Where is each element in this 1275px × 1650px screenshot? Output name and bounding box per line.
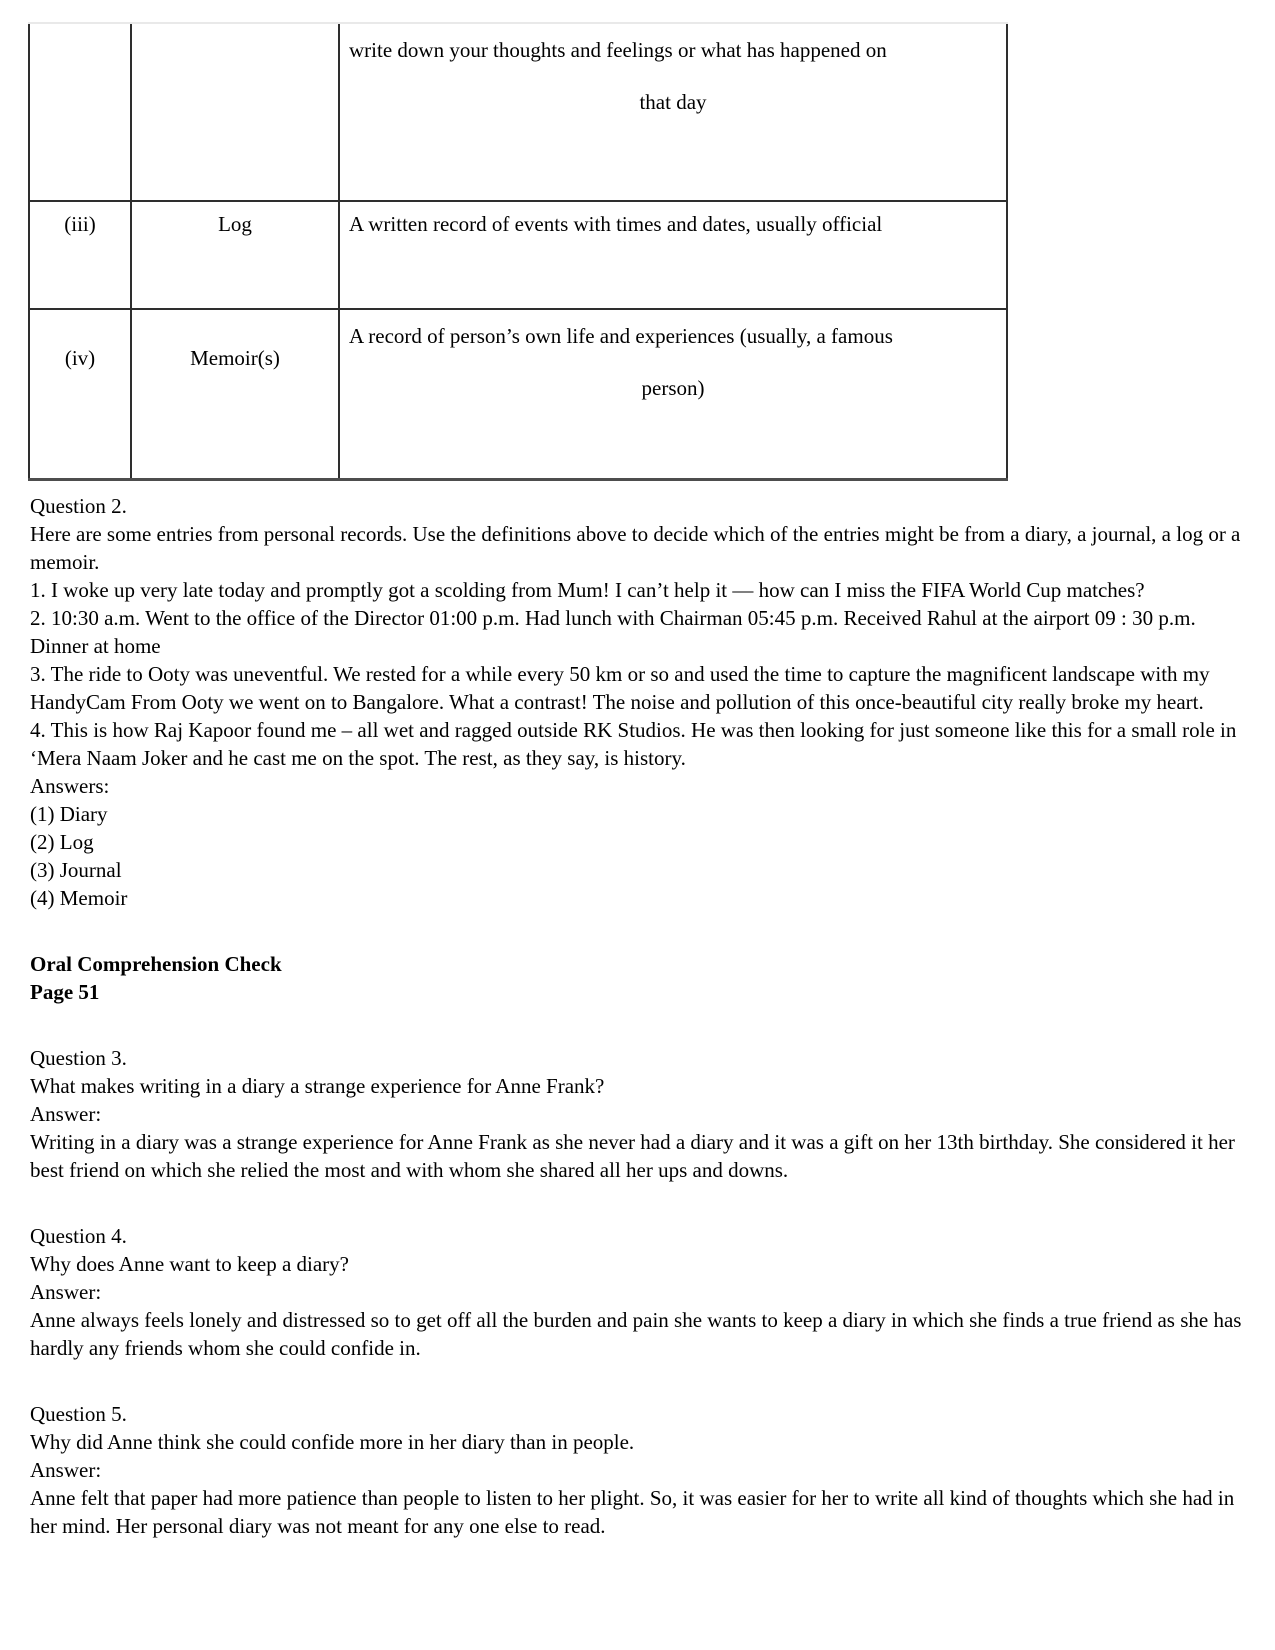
page-ref: Page 51 (30, 980, 100, 1004)
definitions-table (28, 22, 1008, 481)
answer-line: (3) Journal (30, 858, 122, 882)
definition-line: A record of person’s own life and experiences (usually, a famous (349, 324, 893, 348)
table-row-memoir (28, 308, 1008, 478)
table-row-log (28, 200, 1008, 308)
question2-section (30, 492, 1256, 912)
answer-label: Answer: (30, 1102, 102, 1126)
answer-line: (2) Log (30, 830, 94, 854)
cell-term: Memoir(s) (130, 310, 338, 478)
question-text: Why did Anne think she could confide more in her diary than in people. (30, 1430, 635, 1454)
cell-index (28, 24, 130, 200)
entry-line: 2. 10:30 a.m. Went to the office of the Director 01:00 p.m. Had lunch with Chairman 05:45 p.m. Received Rahul at the airport 09 : 30 p.m. Dinner at home (30, 606, 1196, 658)
definition-line: write down your thoughts and feelings or what has happened on (349, 38, 887, 62)
question-title: Question 3. (30, 1046, 127, 1070)
answers-label: Answers: (30, 774, 110, 798)
entry-line: 4. This is how Raj Kapoor found me – all wet and ragged outside RK Studios. He was then looking for just someone like this for a small role in ‘Mera Naam Joker and he cast me on the spot. The rest, as they say, is history. (30, 718, 1237, 770)
question-text: What makes writing in a diary a strange experience for Anne Frank? (30, 1074, 605, 1098)
answer-line: (4) Memoir (30, 886, 128, 910)
cell-index: (iv) (28, 310, 130, 478)
definition-line: that day (639, 90, 707, 114)
question5-block (30, 1400, 1256, 1540)
section-heading: Oral Comprehension Check (30, 952, 282, 976)
cell-term: Log (130, 202, 338, 308)
section-heading-block (30, 950, 1256, 1006)
cell-definition (338, 24, 1008, 200)
question-title: Question 2. (30, 494, 127, 518)
cell-definition (338, 202, 1008, 308)
answer-text: Writing in a diary was a strange experience for Anne Frank as she never had a diary and it was a gift on her 13th birthday. She considered it her best friend on which she relied the most and with whom she shared all her ups and downs. (30, 1130, 1235, 1182)
document-body (30, 492, 1256, 1540)
entry-line: 3. The ride to Ooty was uneventful. We rested for a while every 50 km or so and used the time to capture the magnificent landscape with my HandyCam From Ooty we went on to Bangalore. What a contrast! The noise and pollution of this once-beautiful city really broke my heart. (30, 662, 1210, 714)
question4-block (30, 1222, 1256, 1362)
definition-line: A written record of events with times and dates, usually official (349, 212, 883, 236)
answer-text: Anne felt that paper had more patience than people to listen to her plight. So, it was easier for her to write all kind of thoughts which she had in her mind. Her personal diary was not meant for any one else to read. (30, 1486, 1235, 1538)
cell-index: (iii) (28, 202, 130, 308)
question-intro: Here are some entries from personal records. Use the definitions above to decide which of the entries might be from a diary, a journal, a log or a memoir. (30, 522, 1241, 574)
cell-definition (338, 310, 1008, 478)
answer-label: Answer: (30, 1280, 102, 1304)
answer-label: Answer: (30, 1458, 102, 1482)
answer-line: (1) Diary (30, 802, 108, 826)
entry-line: 1. I woke up very late today and promptly got a scolding from Mum! I can’t help it — how can I miss the FIFA World Cup matches? (30, 578, 1145, 602)
table-row-continued (28, 24, 1008, 200)
question-title: Question 4. (30, 1224, 127, 1248)
answer-text: Anne always feels lonely and distressed so to get off all the burden and pain she wants to keep a diary in which she finds a true friend as she has hardly any friends whom she could confide in. (30, 1308, 1242, 1360)
question-text: Why does Anne want to keep a diary? (30, 1252, 349, 1276)
cell-term (130, 24, 338, 200)
definition-line: person) (641, 376, 705, 400)
question-title: Question 5. (30, 1402, 127, 1426)
question3-block (30, 1044, 1256, 1184)
